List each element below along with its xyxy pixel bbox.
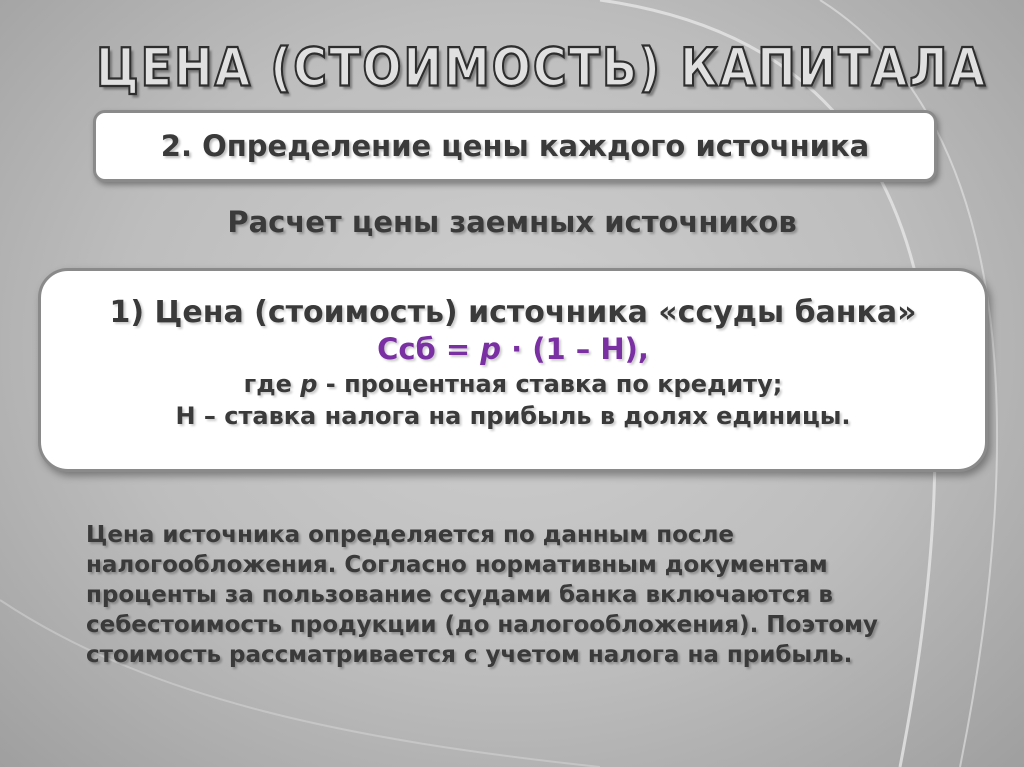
formula-heading: 1) Цена (стоимость) источника «ссуды банка» <box>109 295 917 330</box>
where-line <box>41 370 985 398</box>
paragraph-line: себестоимость продукции (до налогообложения). Поэтому <box>86 612 878 638</box>
formula-var: p <box>480 332 502 366</box>
paragraph-line: Цена источника определяется по данным после <box>86 522 735 548</box>
section-label: 2. Определение цены каждого источника <box>160 129 870 163</box>
where-var: p <box>300 370 318 398</box>
formula-lhs: Ссб = <box>377 332 481 366</box>
tax-line: Н – ставка налога на прибыль в долях единицы. <box>175 402 851 430</box>
subheading: Расчет цены заемных источников <box>227 205 797 239</box>
paragraph-line: проценты за пользование ссудами банка включаются в <box>86 582 833 608</box>
where-prefix: где <box>243 370 301 398</box>
paragraph-line: стоимость рассматривается с учетом налога на прибыль. <box>86 642 853 668</box>
formula <box>41 332 985 366</box>
formula-box <box>38 268 988 472</box>
slide-title: ЦЕНА (СТОИМОСТЬ) КАПИТАЛА <box>96 36 988 99</box>
paragraph-line: налогообложения. Согласно нормативным документам <box>86 552 828 578</box>
explanation-paragraph <box>86 520 986 670</box>
formula-rhs: · (1 – Н), <box>501 332 649 366</box>
where-text: - процентная ставка по кредиту; <box>317 370 783 398</box>
section-box <box>93 110 937 182</box>
